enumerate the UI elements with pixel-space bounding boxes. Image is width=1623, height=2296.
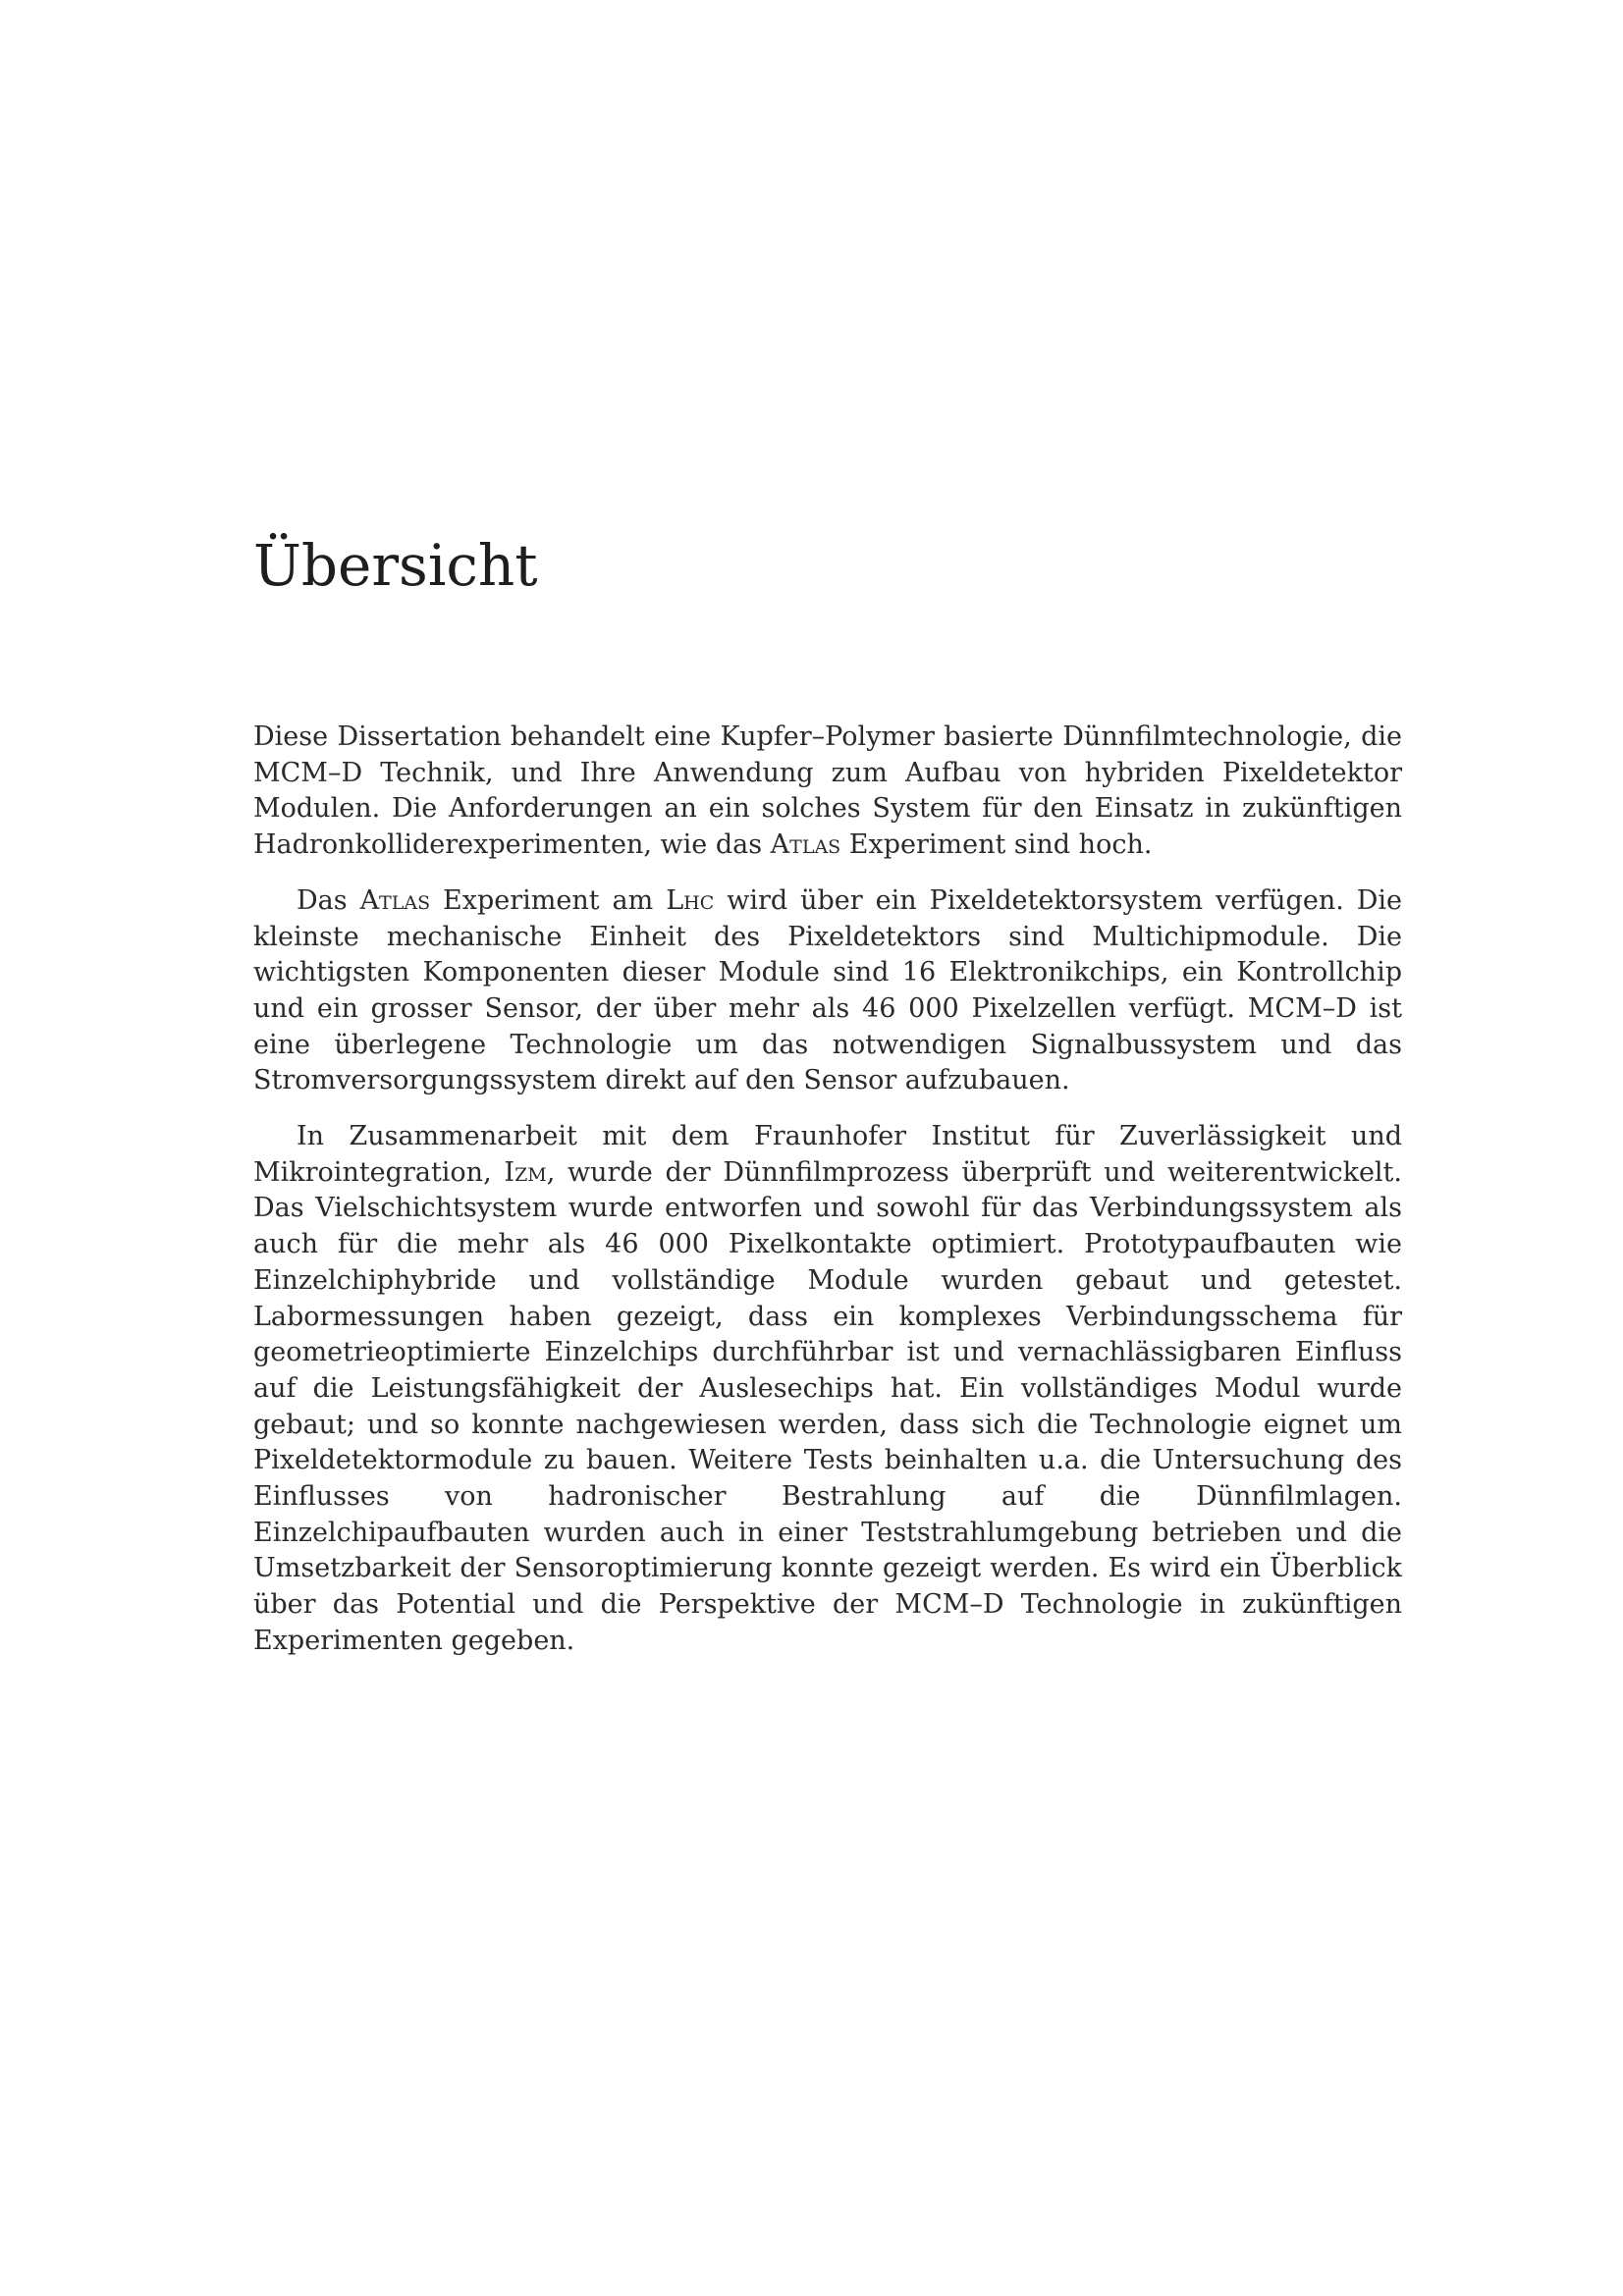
paragraph-3-start: In Zusammenarbeit mit dem Fraunhofer Institut für Zuverlässigkeit und Mikrointegration, [253, 1121, 1402, 1188]
paragraph-3 [253, 1119, 1402, 1660]
paragraph-3-rest: , wurde der Dünnfilmprozess überprüft und weiterentwickelt. Das Vielschichtsystem wurde entworfen und sowohl für das Verbindungssystem als auch für die mehr als 46 000 Pixelkontakte optimiert. Prototypaufbauten wie Einzelchiphybride und vollständige Module wurden gebaut und getestet. Labormessungen haben gezeigt, dass ein komplexes Verbindungsschema für geometrieoptimierte Einzelchips durchführbar ist und vernachlässigbaren Einfluss auf die Leistungsfähigkeit der Auslesechips hat. Ein vollständiges Modul wurde gebaut; und so konnte nachgewiesen werden, dass sich die Technologie eignet um Pixeldetektormodule zu bauen. Weitere Tests beinhalten u.a. die Untersuchung des Einflusses von hadronischer Bestrahlung auf die Dünnfilmlagen. Einzelchipaufbauten wurden auch in einer Teststrahlumgebung betrieben und die Umsetzbarkeit der Sensoroptimierung konnte gezeigt werden. Es wird ein Überblick über das Potential und die Perspektive der MCM–D Technologie in zukünftigen Experimenten gegeben. [253, 1156, 1402, 1656]
lhc-smallcaps: Lhc [666, 884, 715, 916]
izm-smallcaps: Izm [504, 1156, 547, 1188]
atlas-smallcaps: Atlas [770, 829, 841, 861]
paragraph-1-end: Experiment sind hoch. [840, 829, 1153, 861]
paragraph-2 [253, 883, 1402, 1099]
paragraph-1-text: Diese Dissertation behandelt eine Kupfer–Polymer basierte Dünnfilmtechnologie, die MCM–D Technik, und Ihre Anwendung zum Aufbau von hybriden Pixeldetektor Modulen. Die Anforderungen an ein solches System für den Einsatz in zukünftigen Hadronkolliderexperimenten, wie das [253, 721, 1402, 861]
paragraph-2-rest: wird über ein Pixeldetektorsystem verfügen. Die kleinste mechanische Einheit des Pixeldetektors sind Multichipmodule. Die wichtigsten Komponenten dieser Module sind 16 Elektronikchips, ein Kontrollchip und ein grosser Sensor, der über mehr als 46 000 Pixelzellen verfügt. MCM–D ist eine überlegene Technologie um das notwendigen Signalbussystem und das Stromversorgungssystem direkt auf den Sensor aufzubauen. [253, 884, 1402, 1096]
paragraph-2-start: Das [297, 884, 360, 916]
paragraph-1 [253, 720, 1402, 864]
page-title: Übersicht [253, 532, 538, 599]
abstract-body [253, 720, 1402, 1680]
atlas-smallcaps: Atlas [359, 884, 431, 916]
paragraph-2-mid: Experiment am [430, 884, 667, 916]
